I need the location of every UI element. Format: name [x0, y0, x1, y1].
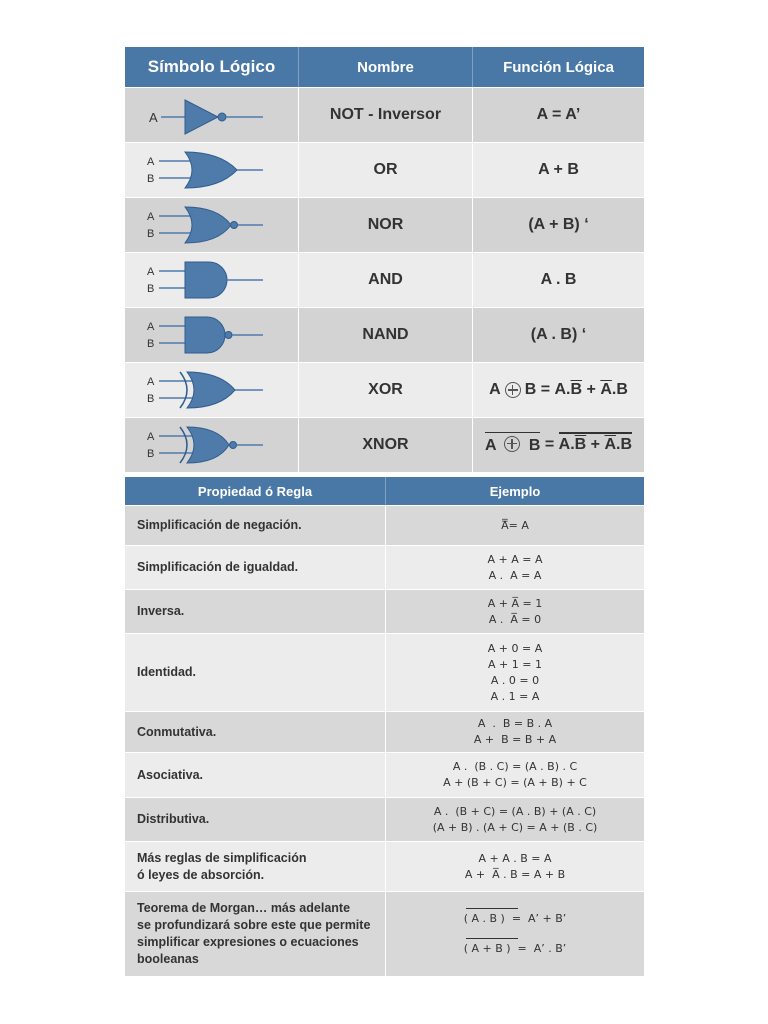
boolean-rules-table: [125, 477, 644, 976]
and-gate-icon: [125, 253, 298, 307]
nand-gate-symbol: [125, 308, 298, 362]
gate-name: XNOR: [298, 418, 473, 472]
gate-function: (A + B) ‘: [528, 216, 589, 233]
rule-name: Conmutativa.: [125, 712, 386, 752]
rule-name: Inversa.: [125, 590, 386, 633]
gate-input-a-label: A: [149, 110, 158, 125]
svg-text:B: B: [147, 338, 155, 350]
gate-function: A + B: [538, 161, 579, 178]
gate-name: NOT - Inversor: [298, 88, 473, 142]
rule-example: A + 0 = A A + 1 = 1 A . 0 = 0 A . 1 = A: [487, 641, 543, 703]
rule-example: A . (B + C) = (A . B) + (A . C) (A + B) . (A + C) = A + (B . C): [432, 804, 598, 834]
gate-row-xnor: [125, 417, 644, 472]
header-function: Función Lógica: [503, 58, 614, 76]
svg-text:A: A: [147, 376, 155, 388]
xor-gate-symbol: [125, 363, 298, 417]
rule-example: A + A . B = A A + A̅ . B = A + B: [464, 851, 566, 881]
rule-row-equality: [125, 545, 644, 589]
header-property: Propiedad ó Regla: [125, 477, 386, 505]
gate-function: A B = $A.\overline{B} + \overline{A}.B$: [484, 436, 633, 454]
rule-name: Distributiva.: [125, 798, 386, 841]
nand-gate-icon: [125, 308, 298, 362]
gate-name: NAND: [298, 308, 473, 362]
rule-name: Teorema de Morgan… más adelante se profundizará sobre este que permite simplificar expresiones o ecuaciones booleanas: [125, 892, 386, 976]
rule-name: Más reglas de simplificación ó leyes de absorción.: [125, 842, 386, 891]
gate-row-xor: [125, 362, 644, 417]
rule-row-absorption: [125, 841, 644, 891]
xnor-operator-icon: [504, 436, 520, 452]
rule-example: A + A = A A . A = A: [487, 552, 543, 582]
gate-name: AND: [298, 253, 473, 307]
not-gate-icon: [125, 88, 298, 142]
gate-row-not: [125, 87, 644, 142]
rule-row-associative: [125, 752, 644, 797]
rule-example: A̿= A: [501, 518, 529, 532]
rule-row-morgan: [125, 891, 644, 976]
rule-example: A . (B . C) = (A . B) . C A + (B + C) = (A + B) + C: [443, 760, 587, 789]
not-gate-symbol: [125, 88, 298, 142]
gate-row-nor: [125, 197, 644, 252]
svg-text:A: A: [147, 156, 155, 168]
gate-name: XOR: [298, 363, 473, 417]
header-name: Nombre: [298, 47, 473, 87]
rule-example: A + A̅ = 1 A . A̅ = 0: [487, 596, 543, 626]
svg-text:B: B: [147, 448, 155, 460]
header-symbol: Símbolo Lógico: [147, 57, 276, 76]
rule-name: Simplificación de igualdad.: [125, 546, 386, 589]
svg-text:A: A: [147, 266, 155, 278]
gate-name: OR: [298, 143, 473, 197]
nor-gate-icon: [125, 198, 298, 252]
rule-name: Asociativa.: [125, 753, 386, 797]
rule-row-negation: [125, 505, 644, 545]
nor-gate-symbol: [125, 198, 298, 252]
xor-operator-icon: [505, 382, 521, 398]
svg-text:A: A: [147, 431, 155, 443]
gate-name: NOR: [298, 198, 473, 252]
logic-gates-table: [125, 47, 644, 472]
svg-text:A: A: [147, 211, 155, 223]
gate-row-nand: [125, 307, 644, 362]
svg-text:A: A: [147, 321, 155, 333]
svg-text:B: B: [147, 228, 155, 240]
rule-example: ( A . B ) = A’ + B’ ( A + B ) = A’ . B’: [386, 892, 644, 976]
rules-table-header: [125, 477, 644, 505]
svg-text:B: B: [147, 173, 155, 185]
gate-function: A . B: [540, 271, 577, 288]
svg-text:B: B: [147, 393, 155, 405]
xor-gate-icon: [125, 363, 298, 417]
gate-function: A = A’: [536, 106, 581, 123]
xnor-gate-symbol: [125, 418, 298, 472]
rule-row-inverse: [125, 589, 644, 633]
header-example: Ejemplo: [489, 483, 541, 499]
svg-text:B: B: [147, 283, 155, 295]
rule-row-commutative: [125, 711, 644, 752]
or-gate-icon: [125, 143, 298, 197]
rule-row-distributive: [125, 797, 644, 841]
gate-row-or: [125, 142, 644, 197]
rule-row-identity: [125, 633, 644, 711]
or-gate-symbol: [125, 143, 298, 197]
rule-name: Identidad.: [125, 634, 386, 711]
rule-name: Simplificación de negación.: [125, 506, 386, 545]
xnor-gate-icon: [125, 418, 298, 472]
and-gate-symbol: [125, 253, 298, 307]
gate-row-and: [125, 252, 644, 307]
gates-table-header: [125, 47, 644, 87]
gate-function: A B = A. $\overline{B}$ + $\overline{A}$ .B: [489, 381, 628, 398]
rule-example: A . B = B . A A + B = B + A: [473, 717, 557, 746]
gate-function: (A . B) ‘: [530, 326, 587, 343]
